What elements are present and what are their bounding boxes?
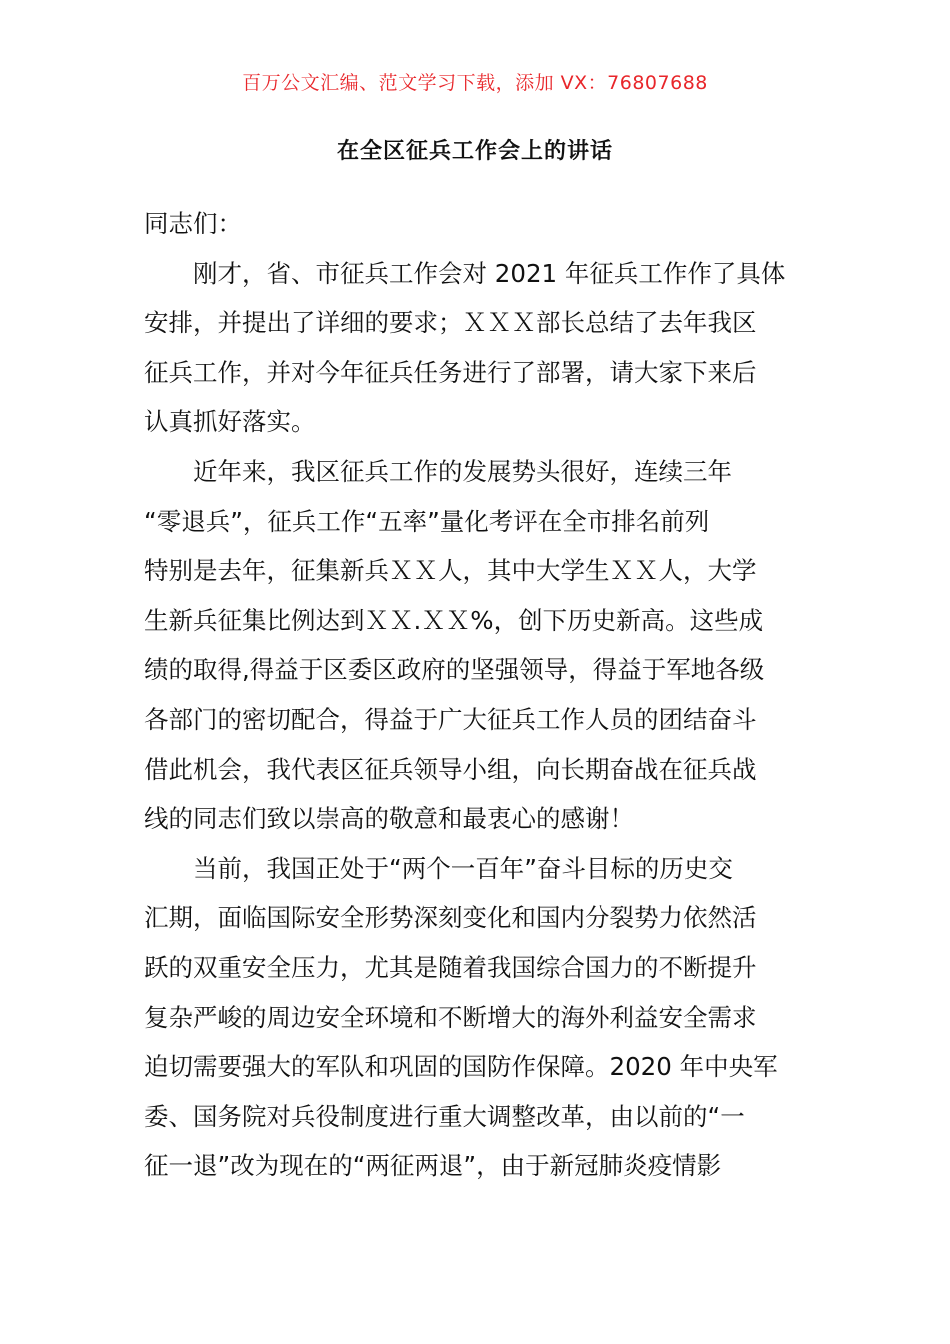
document-title: 在全区征兵工作会上的讲话	[336, 139, 613, 164]
text-line: 各部门的密切配合，得益于广大征兵工作人员的团结奋斗	[144, 704, 757, 734]
text-line: 线的同志们致以崇高的敬意和最衷心的感谢！	[144, 804, 634, 834]
watermark-header: 百万公文汇编、范文学习下载，添加 VX：76807688	[242, 72, 708, 94]
text-line: 征一退”改为现在的“两征两退”，由于新冠肺炎疫情影	[144, 1151, 722, 1181]
text-line: 借此机会，我代表区征兵领导小组，向长期奋战在征兵战	[144, 754, 757, 784]
text-line: “零退兵”，征兵工作“五率”量化考评在全市排名前列	[144, 506, 710, 536]
document-body	[144, 199, 808, 1191]
text-line: 征兵工作，并对今年征兵任务进行了部署，请大家下来后	[144, 357, 757, 387]
text-line: 跃的双重安全压力，尤其是随着我国综合国力的不断提升	[144, 952, 757, 982]
text-line: 近年来，我区征兵工作的发展势头很好，连续三年	[193, 456, 732, 486]
text-line: 认真抓好落实。	[144, 407, 316, 437]
text-line: 绩的取得,得益于区委区政府的坚强领导，得益于军地各级	[144, 655, 765, 685]
text-line: 安排，并提出了详细的要求；ＸＸＸ部长总结了去年我区	[144, 308, 757, 338]
text-line: 汇期，面临国际安全形势深刻变化和国内分裂势力依然活	[144, 903, 757, 933]
text-line: 委、国务院对兵役制度进行重大调整改革，由以前的“一	[144, 1101, 745, 1131]
text-line: 迫切需要强大的军队和巩固的国防作保障。2020 年中央军	[144, 1052, 778, 1082]
text-line: 特别是去年，征集新兵ＸＸ人，其中大学生ＸＸ人，大学	[144, 556, 757, 586]
text-line: 复杂严峻的周边安全环境和不断增大的海外利益安全需求	[144, 1002, 757, 1032]
text-line: 同志们：	[144, 209, 242, 238]
text-line: 生新兵征集比例达到ＸＸ.ＸＸ%，创下历史新高。这些成	[144, 605, 764, 635]
text-line: 刚才，省、市征兵工作会对 2021 年征兵工作作了具体	[193, 258, 786, 288]
text-line: 当前，我国正处于“两个一百年”奋斗目标的历史交	[193, 853, 733, 883]
